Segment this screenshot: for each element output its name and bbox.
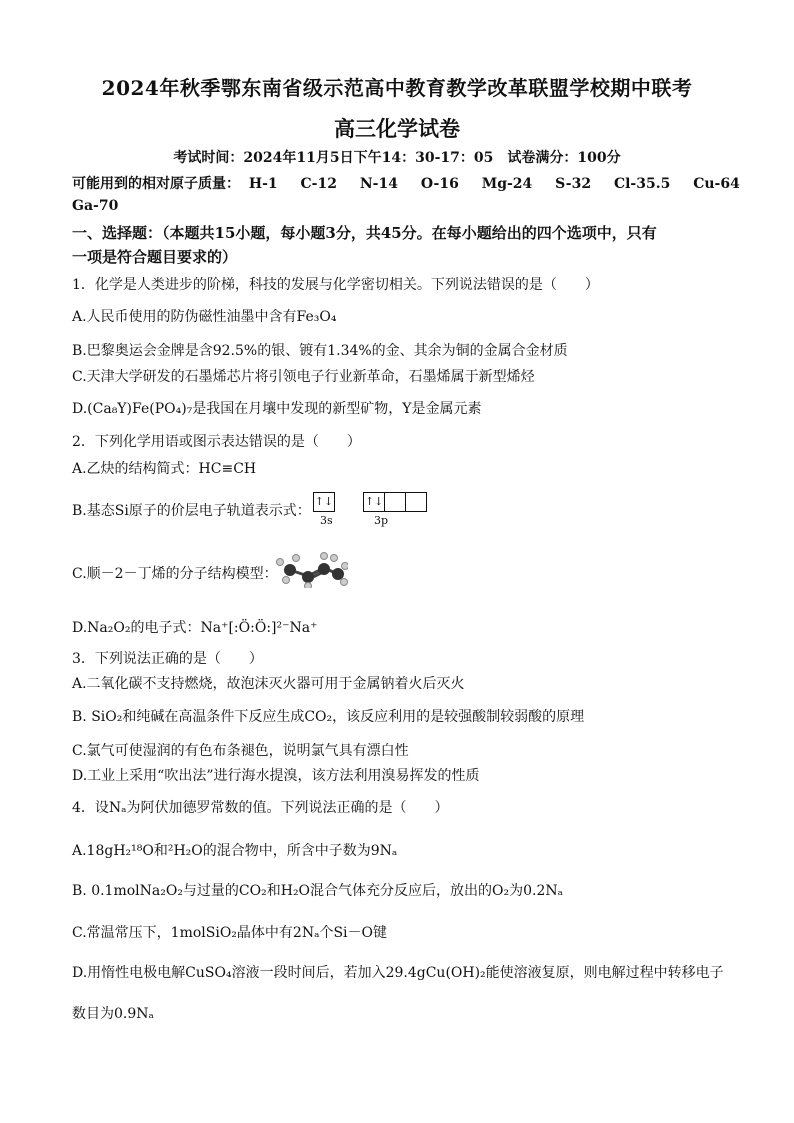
- atomic-mass-item: Mg-24: [481, 176, 533, 192]
- question-4-option-a: A.18gH₂¹⁸O和²H₂O的混合物中，所含中子数为9Nₐ: [72, 843, 398, 859]
- question-4-option-c: C.常温常压下，1molSiO₂晶体中有2Nₐ个Si－O键: [72, 925, 388, 941]
- orbital-3p-box-1: ↑↓: [363, 492, 385, 512]
- question-2-option-b: [72, 500, 311, 520]
- question-2-option-c-text: C.顺－2－丁烯的分子结构模型：: [72, 566, 278, 582]
- atomic-mass-item: C-12: [300, 176, 337, 192]
- orbital-diagram: [313, 491, 427, 512]
- orbital-3p-box-3: [406, 492, 427, 512]
- orbital-3s-box: ↑↓: [313, 492, 335, 512]
- question-4-stem: 4．设Nₐ为阿伏加德罗常数的值。下列说法正确的是（ ）: [72, 800, 449, 816]
- orbital-label-3s: 3s: [320, 514, 333, 527]
- atomic-mass-item: H-1: [248, 176, 278, 192]
- question-2-option-a: A.乙炔的结构简式：HC≡CH: [72, 461, 257, 477]
- question-3-option-c: C.氯气可使湿润的有色布条褪色，说明氯气具有漂白性: [72, 743, 409, 759]
- question-2-option-d: [72, 617, 318, 637]
- question-2-option-d-text: D.Na₂O₂的电子式：: [72, 620, 201, 636]
- question-3-stem: 3．下列说法正确的是（ ）: [72, 651, 263, 667]
- exam-info: 考试时间：2024年11月5日下午14：30-17：05 试卷满分：100分: [173, 150, 621, 166]
- orbital-3p-box-2: [385, 492, 406, 512]
- atomic-masses-label: 可能用到的相对原子质量：: [72, 176, 240, 192]
- section-heading-cont: 一项是符合题目要求的）: [72, 248, 238, 266]
- question-4-option-b: B. 0.1molNa₂O₂与过量的CO₂和H₂O混合气体充分反应后，放出的O₂为0.2Nₐ: [72, 883, 564, 899]
- atomic-mass-item: Cl-35.5: [613, 176, 671, 192]
- question-1-option-a: A.人民币使用的防伪磁性油墨中含有Fe₃O₄: [72, 309, 337, 325]
- section-heading: 一、选择题：（本题共15小题，每小题3分，共45分。在每小题给出的四个选项中，只有: [72, 224, 657, 242]
- question-3-option-a: A.二氧化碳不支持燃烧，故泡沫灭火器可用于金属钠着火后灭火: [72, 676, 465, 692]
- question-1-option-c: C.天津大学研发的石墨烯芯片将引领电子行业新革命，石墨烯属于新型烯烃: [72, 369, 535, 385]
- exam-title: 2024年秋季鄂东南省级示范高中教育教学改革联盟学校期中联考: [101, 76, 693, 100]
- orbital-label-3p: 3p: [374, 514, 389, 527]
- sodium-peroxide-electron-formula: Na⁺[:Ö:Ö:]²⁻Na⁺: [200, 620, 318, 636]
- atomic-mass-item: Cu-64: [693, 176, 740, 192]
- question-1-stem: 1．化学是人类进步的阶梯，科技的发展与化学密切相关。下列说法错误的是（ ）: [72, 277, 599, 293]
- atomic-mass-item: S-32: [555, 176, 592, 192]
- cis-2-butene-model: [268, 546, 348, 588]
- atomic-mass-item: N-14: [359, 176, 398, 192]
- question-2-stem: 2．下列化学用语或图示表达错误的是（ ）: [72, 434, 361, 450]
- atomic-mass-item: Ga-70: [72, 198, 119, 214]
- question-4-option-d: D.用惰性电极电解CuSO₄溶液一段时间后，若加入29.4gCu(OH)₂能使溶液复原，则电解过程中转移电子: [72, 965, 724, 981]
- question-2-option-c: [72, 563, 278, 583]
- atomic-mass-item: O-16: [420, 176, 459, 192]
- question-2-option-b-text: B.基态Si原子的价层电子轨道表示式：: [72, 503, 311, 519]
- question-3-option-d: D.工业上采用“吹出法”进行海水提溴，该方法利用溴易挥发的性质: [72, 768, 480, 784]
- question-1-option-d: D.(Ca₈Y)Fe(PO₄)₇是我国在月壤中发现的新型矿物，Y是金属元素: [72, 401, 482, 417]
- exam-subtitle: 高三化学试卷: [334, 116, 460, 141]
- question-3-option-b: B. SiO₂和纯碱在高温条件下反应生成CO₂，该反应利用的是较强酸制较弱酸的原理: [72, 709, 585, 725]
- question-1-option-b: B.巴黎奥运会金牌是含92.5%的银、镀有1.34%的金、其余为铜的金属合金材质: [72, 343, 568, 359]
- question-4-option-d-cont: 数目为0.9Nₐ: [72, 1006, 154, 1022]
- atomic-masses: [72, 173, 758, 193]
